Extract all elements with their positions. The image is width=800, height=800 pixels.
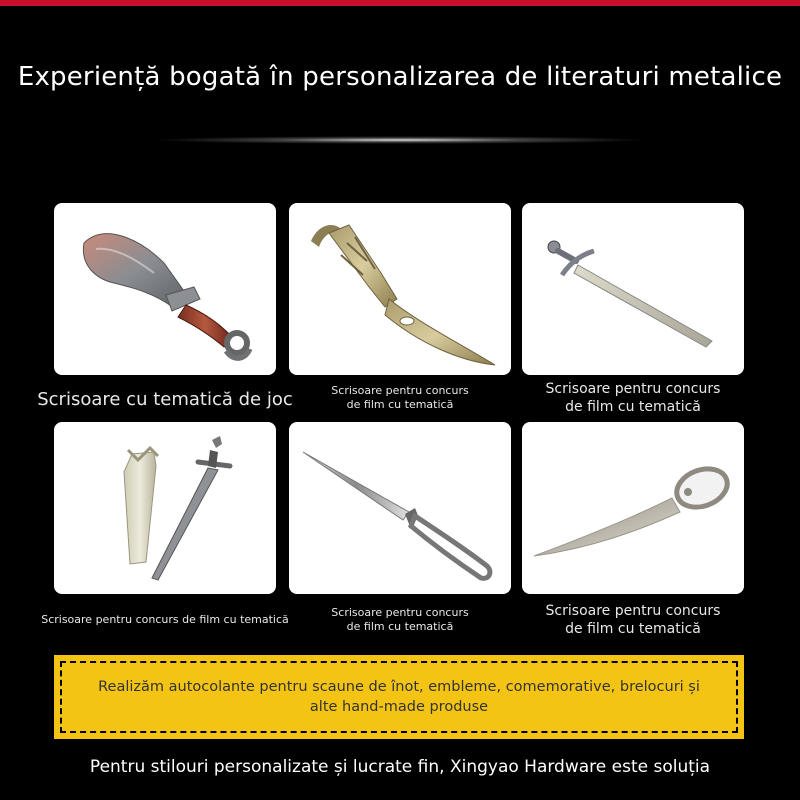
curved-knife-icon	[54, 203, 276, 375]
services-banner	[54, 655, 744, 739]
sword-with-sheath-icon	[54, 422, 276, 594]
product-card-ornate-blade[interactable]	[289, 203, 511, 375]
sword-icon	[522, 203, 744, 375]
product-caption-game-knife: Scrisoare cu tematică de joc	[37, 389, 293, 410]
top-accent-bar	[0, 0, 800, 6]
product-caption-sword-sheath: Scrisoare pentru concurs de film cu tematică	[41, 613, 289, 626]
product-caption-letter-opener: Scrisoare pentru concurs de film cu tematică	[331, 606, 469, 634]
magnifier-opener-icon	[522, 422, 744, 594]
ornate-blade-icon	[289, 203, 511, 375]
product-card-game-knife[interactable]	[54, 203, 276, 375]
footer-tagline: Pentru stilouri personalizate și lucrate fin, Xingyao Hardware este soluția	[89, 757, 711, 777]
product-caption-ornate-blade: Scrisoare pentru concurs de film cu tematică	[331, 384, 469, 412]
product-card-letter-opener[interactable]	[289, 422, 511, 594]
product-card-magnifier-opener[interactable]	[522, 422, 744, 594]
product-card-sword-sheath[interactable]	[54, 422, 276, 594]
title-divider-glow	[150, 136, 650, 144]
product-card-sword[interactable]	[522, 203, 744, 375]
page-title: Experiență bogată în personalizarea de literaturi metalice	[17, 62, 783, 92]
product-caption-magnifier-opener: Scrisoare pentru concurs de film cu tematică	[545, 603, 721, 638]
letter-opener-icon	[289, 422, 511, 594]
services-banner-text: Realizăm autocolante pentru scaune de înot, embleme, comemorative, brelocuri și alte hand-made produse	[60, 661, 738, 733]
product-caption-sword: Scrisoare pentru concurs de film cu tematică	[545, 381, 721, 416]
